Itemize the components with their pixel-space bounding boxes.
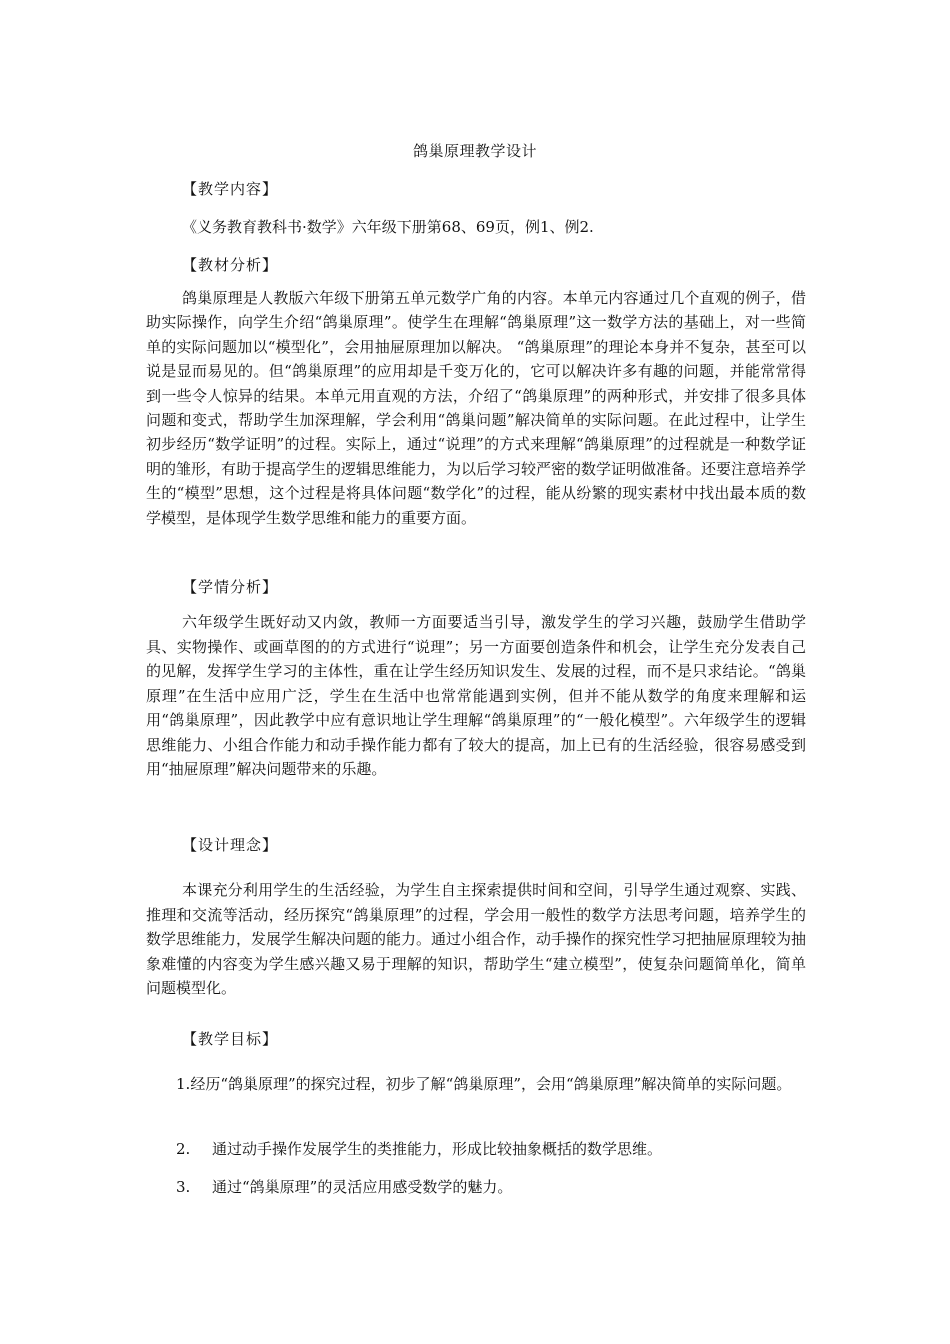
goal-item-3 — [176, 1176, 512, 1197]
goal-number: 1. — [176, 1075, 191, 1093]
section-heading-goals: 【教学目标】 — [182, 1030, 279, 1048]
goal-number: 2. — [176, 1140, 191, 1158]
content-text: 《义务教育教科书·数学》六年级下册第68、69页，例1、例2. — [182, 218, 594, 236]
goal-item-1 — [146, 1070, 806, 1098]
goal-text: 通过“鸽巢原理”的灵活应用感受数学的魅力。 — [212, 1178, 513, 1196]
goal-text: 通过动手操作发展学生的类推能力，形成比较抽象概括的数学思维。 — [212, 1140, 663, 1158]
concept-paragraph: 本课充分利用学生的生活经验，为学生自主探索提供时间和空间，引导学生通过观察、实践、推理和交流等活动，经历探究“鸽巢原理”的过程，学会用一般性的数学方法思考问题，培养学生的数学思维能力，发展学生解决问题的能力。通过小组合作，动手操作的探究性学习把抽屉原理较为抽象难懂的内容变为学生感兴趣又易于理解的知识，帮助学生“建立模型”，使复杂问题简单化，简单问题模型化。 — [146, 881, 807, 997]
material-paragraph: 鸽巢原理是人教版六年级下册第五单元数学广角的内容。本单元内容通过几个直观的例子，借助实际操作，向学生介绍“鸽巢原理”。使学生在理解“鸽巢原理”这一数学方法的基础上，对一些简单的实际问题加以“模型化”，会用抽屉原理加以解决。 “鸽巢原理”的理论本身并不复杂，甚至可以说是显而易见的。但“鸽巢原理”的应用却是千变万化的，它可以解决许多有趣的问题，并能常常得到一些令人惊异的结果。本单元用直观的方法，介绍了“鸽巢原理”的两种形式，并安排了很多具体问题和变式，帮助学生加深理解，学会利用“鸽巢问题”解决简单的实际问题。在此过程中，让学生初步经历“数学证明”的过程。实际上，通过“说理”的方式来理解“鸽巢原理”的过程就是一种数学证明的雏形，有助于提高学生的逻辑思维能力，为以后学习较严密的数学证明做准备。还要注意培养学生的“模型”思想，这个过程是将具体问题“数学化”的过程，能从纷繁的现实素材中找出最本质的数学模型，是体现学生数学思维和能力的重要方面。 — [146, 289, 807, 527]
students-paragraph: 六年级学生既好动又内敛，教师一方面要适当引导，激发学生的学习兴趣，鼓励学生借助学具、实物操作、或画草图的的方式进行“说理”；另一方面要创造条件和机会，让学生充分发表自己的见解，发挥学生学习的主体性，重在让学生经历知识发生、发展的过程，而不是只求结论。“鸽巢原理”在生活中应用广泛，学生在生活中也常常能遇到实例，但并不能从数学的角度来理解和运用“鸽巢原理”，因此教学中应有意识地让学生理解“鸽巢原理”的“一般化模型”。六年级学生的逻辑思维能力、小组合作能力和动手操作能力都有了较大的提高，加上已有的生活经验，很容易感受到用“抽屉原理”解决问题带来的乐趣。 — [146, 613, 806, 778]
section-heading-content: 【教学内容】 — [182, 180, 279, 198]
section-heading-concept: 【设计理念】 — [182, 836, 279, 854]
section-heading-material: 【教材分析】 — [182, 256, 279, 274]
document-title: 鸽巢原理教学设计 — [412, 142, 537, 160]
goal-text: 经历“鸽巢原理”的探究过程，初步了解“鸽巢原理”，会用“鸽巢原理”解决简单的实际问题。 — [190, 1075, 792, 1093]
section-heading-students: 【学情分析】 — [182, 578, 279, 596]
goal-item-2 — [176, 1138, 662, 1159]
goal-number: 3. — [176, 1178, 191, 1196]
